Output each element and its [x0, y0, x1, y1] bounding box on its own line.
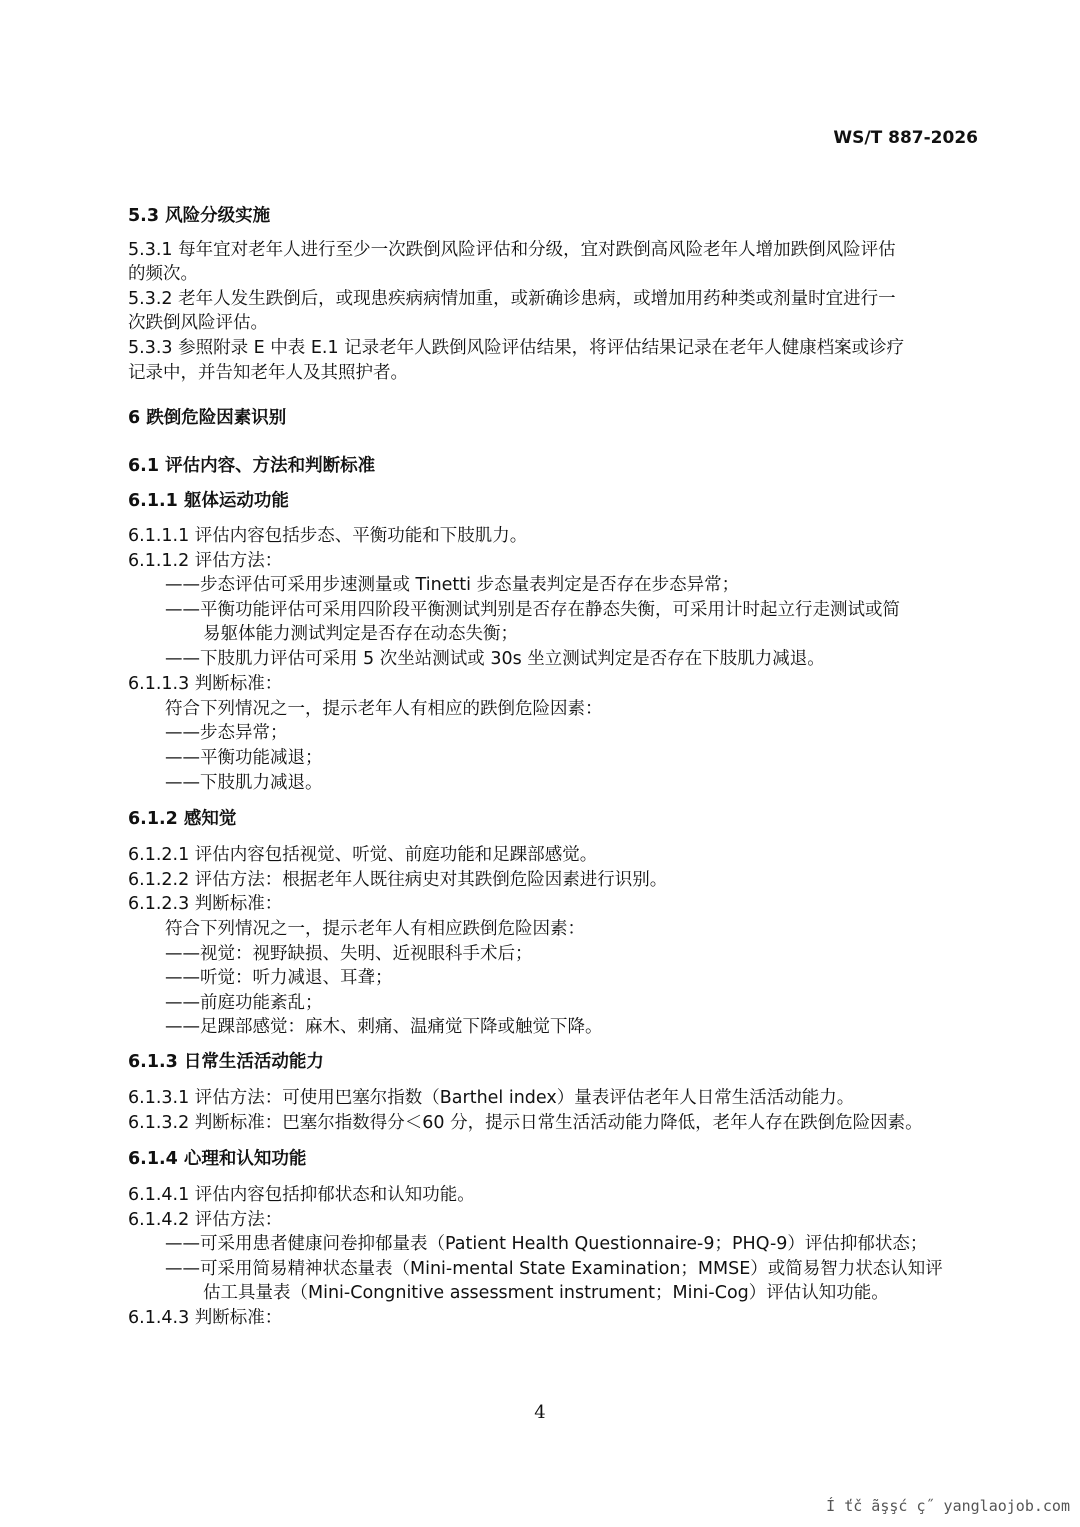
text-line: 记录中，并告知老年人及其照护者。	[128, 363, 408, 383]
text-line: 6.1.1.2 评估方法：	[128, 551, 283, 571]
text-line: 易躯体能力测试判定是否存在动态失衡；	[203, 624, 518, 644]
section-heading: 6.1.3 日常生活活动能力	[128, 1052, 324, 1072]
watermark-text: Í ťč ãşşć ç˝ yanglaojob.com	[826, 1497, 1070, 1515]
text-line: 5.3.3 参照附录 E 中表 E.1 记录老年人跌倒风险评估结果，将评估结果记录在老年人健康档案或诊疗	[128, 338, 905, 358]
text-line: 6.1.2.2 评估方法：根据老年人既往病史对其跌倒危险因素进行识别。	[128, 870, 668, 890]
text-line: 6.1.2.3 判断标准：	[128, 894, 283, 914]
text-line: 6.1.3.2 判断标准：巴塞尔指数得分＜60 分，提示日常生活活动能力降低，老年人存在跌倒危险因素。	[128, 1113, 923, 1133]
document-id: WS/T 887-2026	[833, 128, 978, 148]
text-line: 估工具量表（Mini-Congnitive assessment instrument；Mini-Cog）评估认知功能。	[203, 1283, 889, 1303]
section-heading: 6 跌倒危险因素识别	[128, 408, 287, 428]
section-heading: 6.1.4 心理和认知功能	[128, 1149, 307, 1169]
text-line: 6.1.3.1 评估方法：可使用巴塞尔指数（Barthel index）量表评估老年人日常生活活动能力。	[128, 1088, 855, 1108]
text-line: 6.1.1.1 评估内容包括步态、平衡功能和下肢肌力。	[128, 526, 528, 546]
text-line: 6.1.2.1 评估内容包括视觉、听觉、前庭功能和足踝部感觉。	[128, 845, 598, 865]
section-heading: 6.1 评估内容、方法和判断标准	[128, 456, 376, 476]
text-line: 6.1.4.1 评估内容包括抑郁状态和认知功能。	[128, 1185, 475, 1205]
text-line: ——平衡功能减退；	[165, 748, 323, 768]
text-line: 5.3.1 每年宜对老年人进行至少一次跌倒风险评估和分级，宜对跌倒高风险老年人增加跌倒风险评估	[128, 240, 896, 260]
text-line: 6.1.4.3 判断标准：	[128, 1308, 283, 1328]
text-line: 5.3.2 老年人发生跌倒后，或现患疾病病情加重，或新确诊患病，或增加用药种类或剂量时宜进行一	[128, 289, 896, 309]
text-line: ——步态评估可采用步速测量或 Tinetti 步态量表判定是否存在步态异常；	[165, 575, 740, 595]
text-line: ——平衡功能评估可采用四阶段平衡测试判别是否存在静态失衡，可采用计时起立行走测试或简	[165, 600, 900, 620]
section-heading: 6.1.2 感知觉	[128, 809, 237, 829]
text-line: 的频次。	[128, 264, 198, 284]
text-line: 符合下列情况之一，提示老年人有相应跌倒危险因素：	[165, 919, 585, 939]
text-line: 6.1.4.2 评估方法：	[128, 1210, 283, 1230]
text-line: ——下肢肌力评估可采用 5 次坐站测试或 30s 坐立测试判定是否存在下肢肌力减退。	[165, 649, 825, 669]
text-line: ——下肢肌力减退。	[165, 773, 323, 793]
text-line: ——前庭功能紊乱；	[165, 993, 323, 1013]
section-heading: 5.3 风险分级实施	[128, 206, 271, 226]
text-line: 6.1.1.3 判断标准：	[128, 674, 283, 694]
text-line: ——可采用简易精神状态量表（Mini-mental State Examination；MMSE）或简易智力状态认知评	[165, 1259, 943, 1279]
section-heading: 6.1.1 躯体运动功能	[128, 491, 289, 511]
text-line: ——视觉：视野缺损、失明、近视眼科手术后；	[165, 944, 533, 964]
page-number: 4	[534, 1402, 546, 1423]
text-line: ——足踝部感觉：麻木、刺痛、温痛觉下降或触觉下降。	[165, 1017, 603, 1037]
text-line: ——可采用患者健康问卷抑郁量表（Patient Health Questionnaire-9；PHQ-9）评估抑郁状态；	[165, 1234, 928, 1254]
text-line: 次跌倒风险评估。	[128, 313, 268, 333]
text-line: 符合下列情况之一，提示老年人有相应的跌倒危险因素：	[165, 699, 603, 719]
text-line: ——步态异常；	[165, 723, 288, 743]
text-line: ——听觉：听力减退、耳聋；	[165, 968, 393, 988]
